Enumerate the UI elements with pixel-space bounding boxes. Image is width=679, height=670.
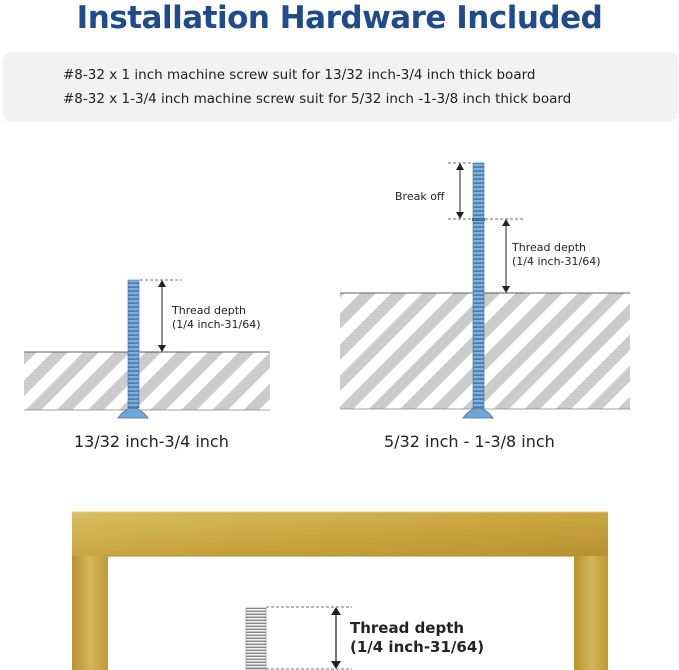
page-title: Installation Hardware Included	[76, 0, 603, 36]
thread-depth-range: (1/4 inch-31/64)	[350, 638, 485, 656]
thread-depth-label-left	[172, 304, 261, 332]
thread-depth-title: Thread depth	[512, 241, 586, 254]
thread-depth-label-handle	[350, 619, 484, 657]
info-line-2: #8-32 x 1-3/4 inch machine screw suit for 5/32 inch -1-3/8 inch thick board	[63, 91, 572, 107]
thread-depth-label-right	[512, 241, 601, 269]
thread-depth-range: (1/4 inch-31/64)	[512, 255, 601, 268]
board-left	[24, 352, 270, 410]
cabinet-handle	[72, 512, 608, 670]
thread-depth-dim-handle	[266, 607, 352, 669]
break-off-label: Break off	[395, 190, 445, 203]
board-right	[340, 293, 630, 409]
thread-depth-title: Thread depth	[350, 619, 465, 637]
thread-depth-range: (1/4 inch-31/64)	[172, 318, 261, 331]
handle-screw	[246, 608, 266, 670]
caption-right: 5/32 inch - 1-3/8 inch	[384, 432, 555, 451]
caption-left: 13/32 inch-3/4 inch	[74, 432, 229, 451]
break-off-dim	[448, 163, 473, 219]
info-line-1: #8-32 x 1 inch machine screw suit for 13/32 inch-3/4 inch thick board	[63, 67, 536, 83]
thread-depth-title: Thread depth	[172, 304, 246, 317]
